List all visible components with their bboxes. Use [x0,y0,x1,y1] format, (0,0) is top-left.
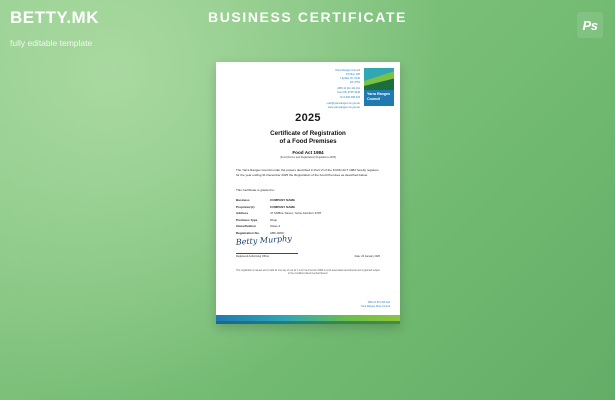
certificate-year: 2025 [295,112,321,124]
certificate-fields [236,198,380,238]
footer-color-bar [216,315,400,324]
field-label: Proprietor(s) [236,204,255,209]
field-label: Business [236,198,250,202]
brand-tagline: fully editable template [10,38,93,48]
address-line: Yarra Ranges Council [334,69,360,72]
field-value: COMPANY NAME [270,204,296,209]
council-logo-label: Yarra Ranges Council [364,90,394,106]
council-logo-icon [364,68,394,90]
signature-date [355,255,380,258]
act-regulation: (Food (Forms and Registration) Regulations 2005) [280,156,336,159]
field-row [236,218,380,222]
certificate-title-line-1: Certificate of Registration [270,130,346,137]
document-abn: ABN 21 873 226 912 [367,301,390,305]
field-row [236,224,380,228]
field-label: Registration No. [236,230,260,235]
address-line: ABN 11 111 111 111 [337,87,360,91]
field-row [236,231,380,235]
address-line: Lilydale Vic 3140 [340,77,360,81]
field-value: 47 McBrie Street, Yarra Junction 3797 [270,211,322,216]
field-row [236,198,380,202]
page-title: BUSINESS CERTIFICATE [208,9,407,25]
field-value: ABF-0000 [270,230,284,235]
act-name: Food Act 1984 [292,150,324,155]
field-row [236,205,380,209]
address-line: Fax (03) 9735 4249 [337,91,360,95]
document-issuer: Yarra Ranges Shire Council [360,304,390,308]
field-label: Premises Type [236,217,258,222]
brand-name: BETTY.MK [10,8,99,27]
certificate-title-line-2: of a Food Premises [279,138,337,146]
signature-rule [236,253,298,254]
signature-mark: Betty Murphy [235,233,293,247]
address-line: PO Box 105 [346,73,360,77]
field-value: COMPANY NAME [270,198,296,202]
granted-label: This Certificate is granted to: [236,188,275,192]
field-label: Address [236,211,249,216]
field-row [236,211,380,215]
body-paragraph-text: Yarra Ranges Council under the powers described in Part VI of the FOOD ACT 1984 hereby registers for the year ending 31 December 2025 the Registration of the Food Premises as described below. [236,168,379,177]
signature-caption: Registered Authorising Officer [236,255,270,258]
address-line: Tel 1300 368 333 [340,95,360,99]
field-value: Class 2 [270,224,281,229]
council-logo [364,68,394,110]
document-identifier [361,301,390,308]
body-paragraph-prefix: The [236,168,243,172]
date-value: 20 January 2025 [361,255,380,258]
address-line: mail@yarraranges.vic.gov.au [326,101,360,105]
photoshop-icon: Ps [577,12,603,38]
certificate-title [216,130,400,147]
field-value: Shop [270,217,278,222]
certificate-document[interactable] [216,62,400,324]
date-label: Date: [354,255,361,258]
council-address-block [282,69,360,110]
field-label: Classification [236,224,256,229]
certificate-footnote: This registration is issued and is valid for one day of use for it is for the Food Act 1984 or such associated amendments and is granted subject to the conditions listed overleaf thereof. [236,270,380,276]
address-line: www.yarraranges.vic.gov.au [327,105,360,109]
certificate-body-paragraph [236,168,380,177]
address-line: DX 3751 [349,81,360,85]
